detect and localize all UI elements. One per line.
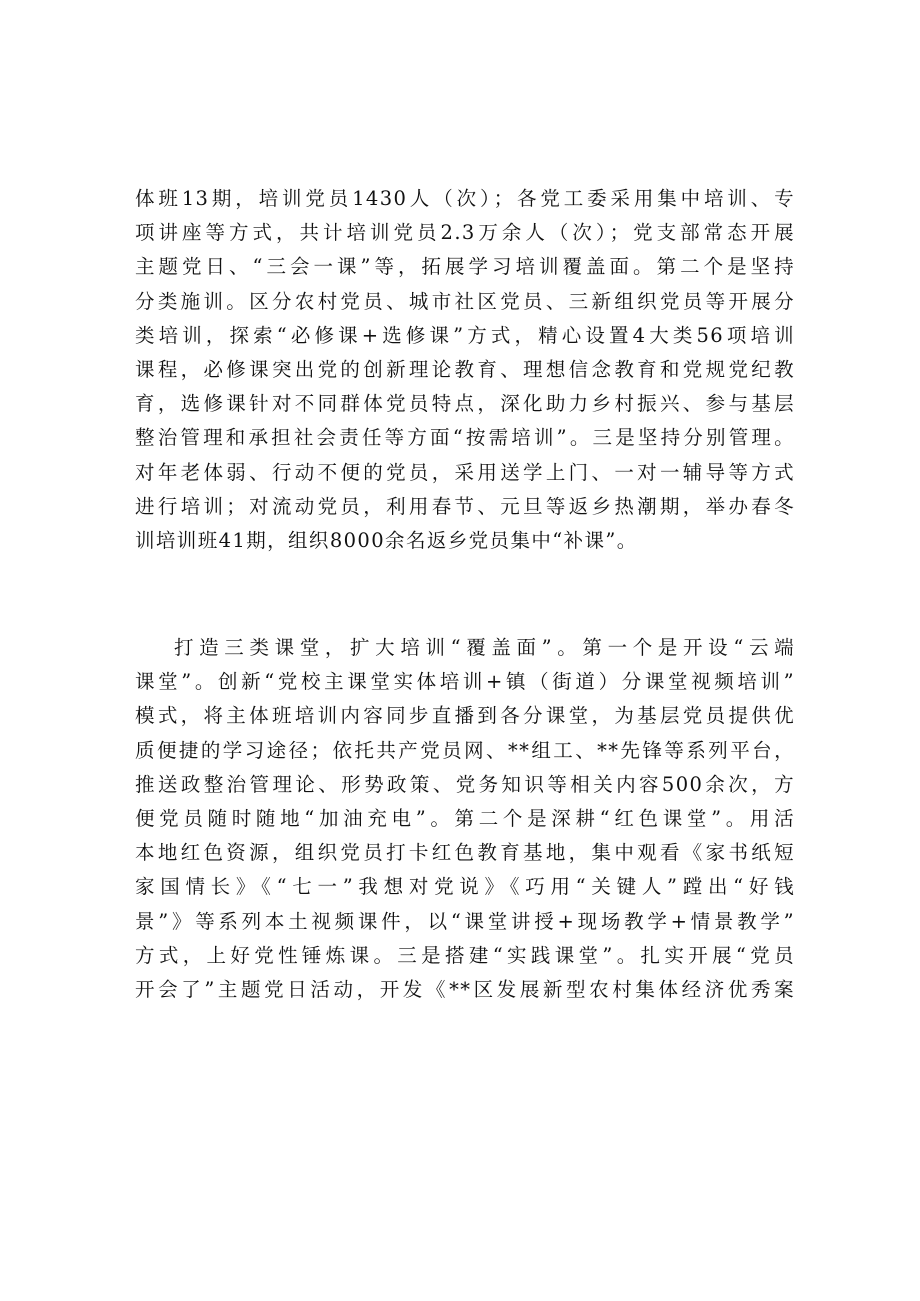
paragraph-2-line-7: 本地红色资源，组织党员打卡红色教育基地，集中观看《家书纸短 (135, 841, 795, 865)
paragraph-2-line-1: 打造三类课堂，扩大培训“覆盖面”。第一个是开设“云端 (174, 636, 795, 659)
paragraph-1-line-5: 类培训，探索“必修课+选修课”方式，精心设置4大类56项培训 (135, 323, 795, 347)
paragraph-1-line-10: 进行培训；对流动党员，利用春节、元旦等返乡热潮期，举办春冬 (135, 494, 795, 518)
paragraph-2-line-3: 模式，将主体班培训内容同步直播到各分课堂，为基层党员提供优 (135, 704, 795, 728)
paragraph-2-line-10: 方式，上好党性锤炼课。三是搭建“实践课堂”。扎实开展“党员 (135, 943, 795, 967)
paragraph-1-line-6: 课程，必修课突出党的创新理论教育、理想信念教育和党规党纪教 (135, 357, 795, 381)
paragraph-1-line-11: 训培训班41期，组织8000余名返乡党员集中“补课”。 (135, 528, 638, 552)
paragraph-2-line-11: 开会了”主题党日活动，开发《**区发展新型农村集体经济优秀案 (135, 977, 795, 1001)
paragraph-1-line-9: 对年老体弱、行动不便的党员，采用送学上门、一对一辅导等方式 (135, 460, 795, 484)
paragraph-2-line-6: 便党员随时随地“加油充电”。第二个是深耕“红色课堂”。用活 (135, 806, 795, 830)
paragraph-1-line-2: 项讲座等方式，共计培训党员2.3万余人（次）；党支部常态开展 (135, 221, 795, 245)
paragraph-1-line-7: 育，选修课针对不同群体党员特点，深化助力乡村振兴、参与基层 (135, 392, 795, 416)
paragraph-2-line-8: 家国情长》《“七一”我想对党说》《巧用“关键人”蹚出“好钱 (135, 875, 795, 899)
paragraph-1-line-3: 主题党日、“三会一课”等，拓展学习培训覆盖面。第二个是坚持 (135, 255, 795, 279)
paragraph-2 (135, 631, 795, 1007)
paragraph-2-line-5: 推送政整治管理论、形势政策、党务知识等相关内容500余次，方 (135, 772, 795, 796)
paragraph-2-line-9: 景”》等系列本土视频课件，以“课堂讲授+现场教学+情景教学” (135, 909, 795, 933)
paragraph-1-line-4: 分类施训。区分农村党员、城市社区党员、三新组织党员等开展分 (135, 289, 795, 313)
paragraph-2-line-4: 质便捷的学习途径；依托共产党员网、**组工、**先锋等系列平台， (135, 738, 795, 762)
paragraph-2-line-2: 课堂”。创新“党校主课堂实体培训+镇（街道）分课堂视频培训” (135, 670, 795, 694)
paragraph-1-line-8: 整治管理和承担社会责任等方面“按需培训”。三是坚持分别管理。 (135, 426, 795, 450)
paragraph-1-line-1: 体班13期，培训党员1430人（次）；各党工委采用集中培训、专 (135, 187, 795, 210)
paragraph-1 (135, 182, 795, 558)
